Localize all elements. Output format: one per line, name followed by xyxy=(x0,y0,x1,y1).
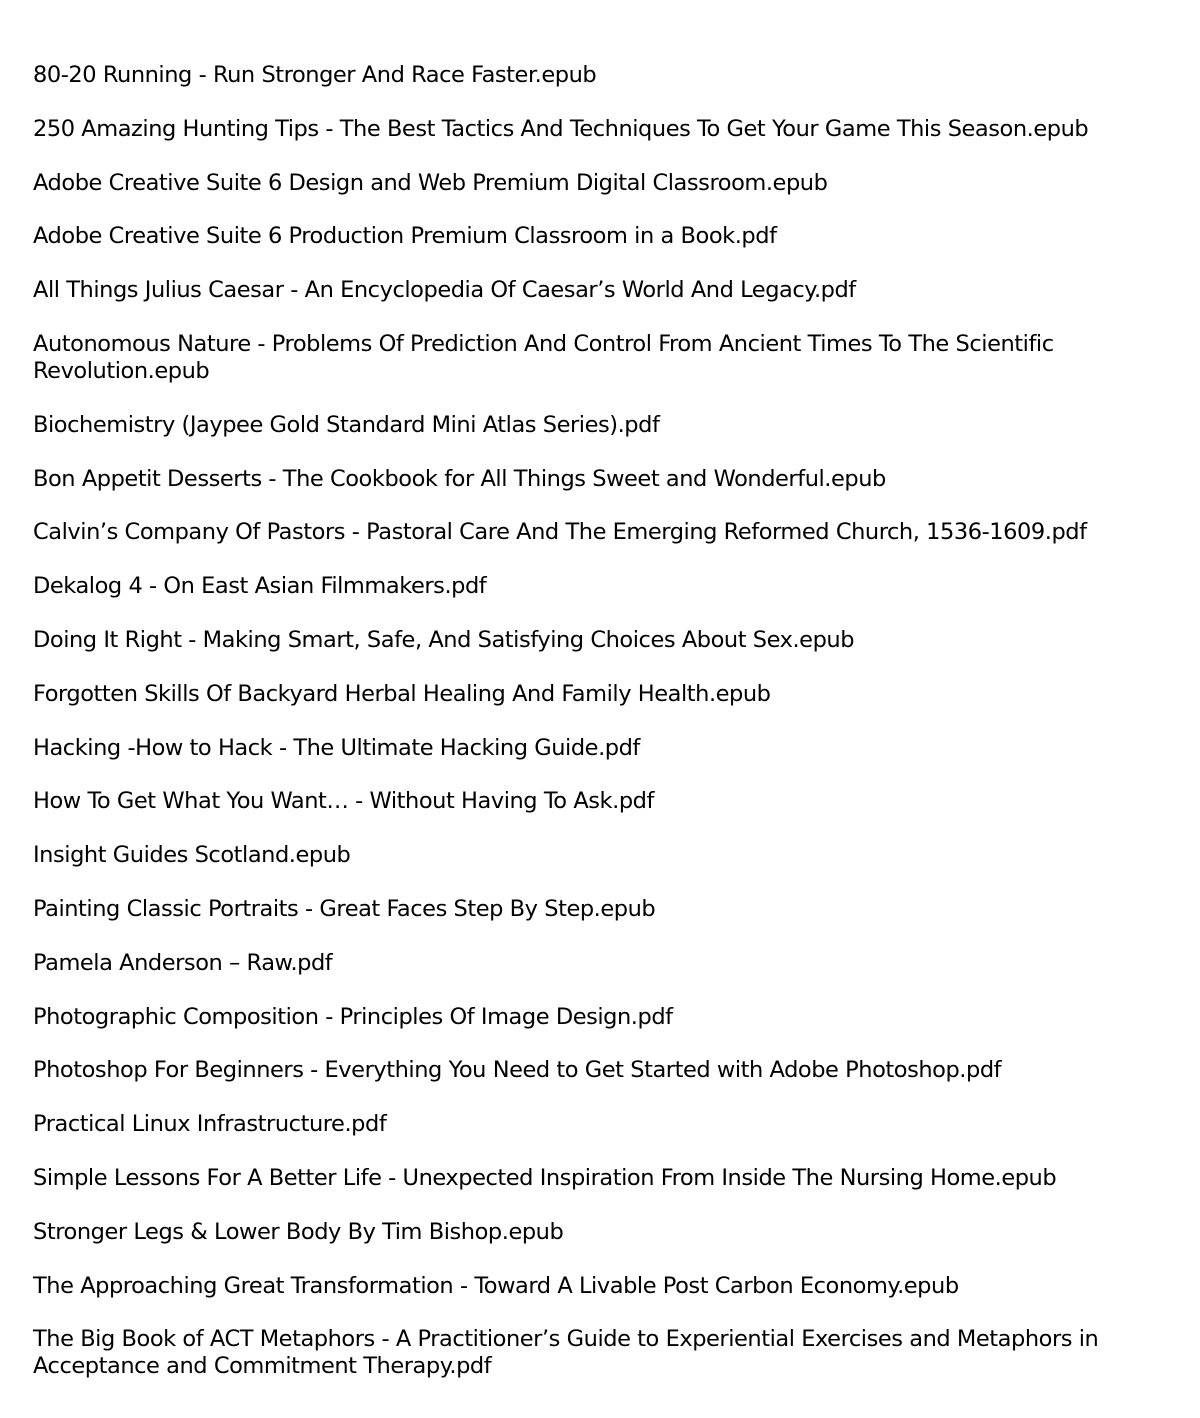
list-item: Simple Lessons For A Better Life - Unexpected Inspiration From Inside The Nursing Home.epub xyxy=(33,1164,1057,1191)
list-item: Insight Guides Scotland.epub xyxy=(33,842,351,869)
list-item: Adobe Creative Suite 6 Production Premium Classroom in a Book.pdf xyxy=(33,223,777,250)
list-item: Stronger Legs & Lower Body By Tim Bishop.epub xyxy=(33,1218,564,1245)
list-item: Doing It Right - Making Smart, Safe, And Satisfying Choices About Sex.epub xyxy=(33,626,855,653)
list-item: The Approaching Great Transformation - Toward A Livable Post Carbon Economy.epub xyxy=(33,1272,959,1299)
list-item: Photographic Composition - Principles Of Image Design.pdf xyxy=(33,1003,673,1030)
list-item: Dekalog 4 - On East Asian Filmmakers.pdf xyxy=(33,573,487,600)
list-item: Hacking -How to Hack - The Ultimate Hacking Guide.pdf xyxy=(33,734,640,761)
list-item: Forgotten Skills Of Backyard Herbal Healing And Family Health.epub xyxy=(33,680,771,707)
list-item: Autonomous Nature - Problems Of Prediction And Control From Ancient Times To The Scientific Revolution.epub xyxy=(33,330,1054,384)
list-item: Biochemistry (Jaypee Gold Standard Mini Atlas Series).pdf xyxy=(33,411,660,438)
list-item: Calvin’s Company Of Pastors - Pastoral Care And The Emerging Reformed Church, 1536-1609.pdf xyxy=(33,519,1087,546)
list-item: 80-20 Running - Run Stronger And Race Faster.epub xyxy=(33,62,597,88)
list-item: 250 Amazing Hunting Tips - The Best Tactics And Techniques To Get Your Game This Season.epub xyxy=(33,115,1089,142)
list-item: Bon Appetit Desserts - The Cookbook for All Things Sweet and Wonderful.epub xyxy=(33,465,886,492)
file-list xyxy=(33,62,1173,1407)
list-item: All Things Julius Caesar - An Encyclopedia Of Caesar’s World And Legacy.pdf xyxy=(33,277,856,304)
list-item: Practical Linux Infrastructure.pdf xyxy=(33,1111,387,1138)
list-item: Photoshop For Beginners - Everything You Need to Get Started with Adobe Photoshop.pdf xyxy=(33,1057,1002,1084)
list-item: Painting Classic Portraits - Great Faces Step By Step.epub xyxy=(33,895,656,922)
list-item: Pamela Anderson – Raw.pdf xyxy=(33,949,333,976)
list-item: Adobe Creative Suite 6 Design and Web Premium Digital Classroom.epub xyxy=(33,169,828,196)
list-item: How To Get What You Want… - Without Having To Ask.pdf xyxy=(33,788,654,815)
list-item: The Big Book of ACT Metaphors - A Practitioner’s Guide to Experiential Exercises and Metaphors in Acceptance and Commitment Therapy.pdf xyxy=(33,1326,1099,1380)
